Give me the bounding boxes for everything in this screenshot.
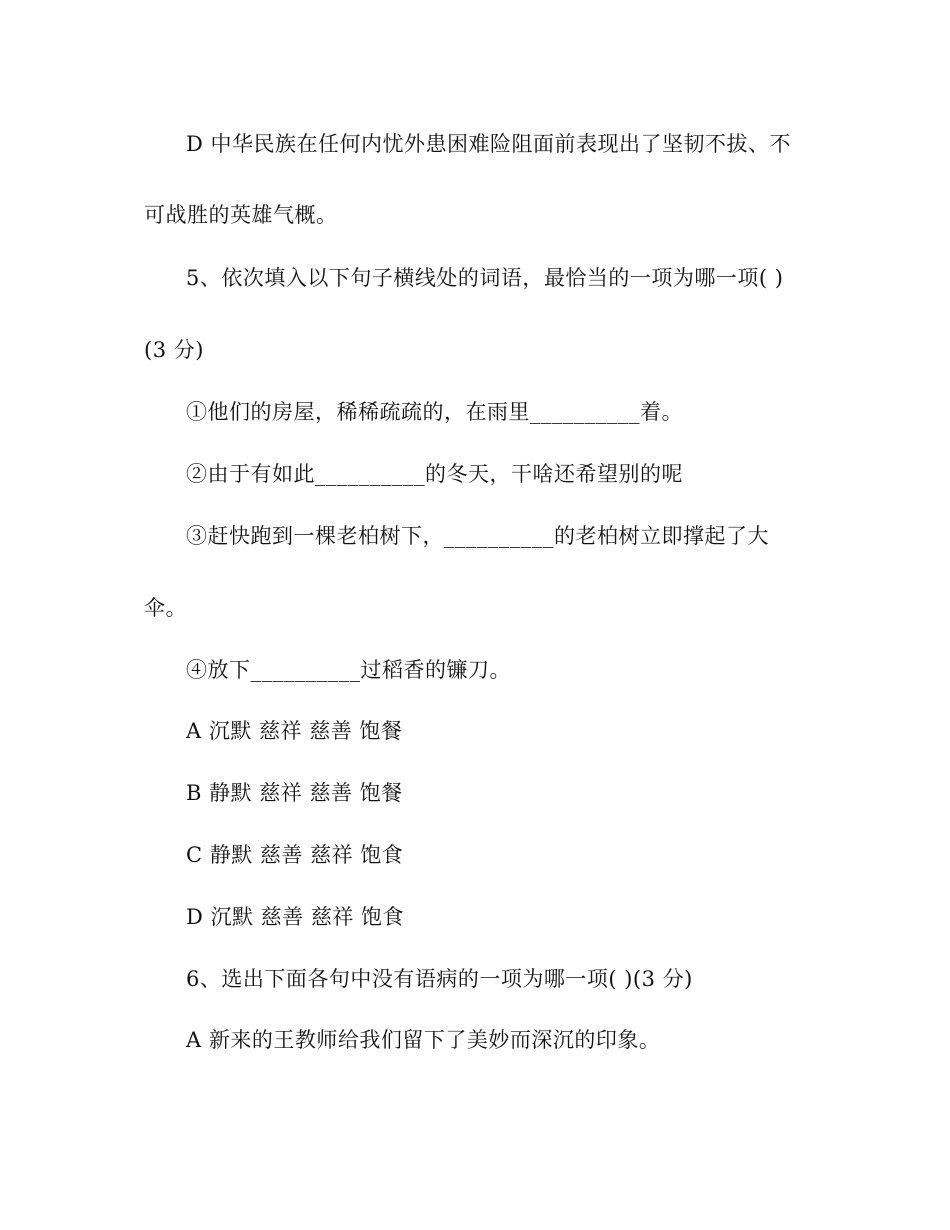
sentence-3-line-1: ③赶快跑到一棵老柏树下，__________的老柏树立即撑起了大 <box>186 524 769 548</box>
option-d-line-1: D 中华民族在任何内忧外患困难险阻面前表现出了坚韧不拔、不 <box>186 132 792 156</box>
sentence-4: ④放下__________过稻香的镰刀。 <box>186 658 511 682</box>
question-5-line-2: (3 分) <box>144 338 204 362</box>
question-6-option-a: A 新来的王教师给我们留下了美妙而深沉的印象。 <box>186 1028 661 1052</box>
sentence-1: ①他们的房屋，稀稀疏疏的，在雨里__________着。 <box>186 400 683 424</box>
choice-c: C 静默 慈善 慈祥 饱食 <box>186 843 404 867</box>
question-6: 6、选出下面各句中没有语病的一项为哪一项( )(3 分) <box>186 967 693 991</box>
choice-b: B 静默 慈祥 慈善 饱餐 <box>186 781 403 805</box>
sentence-3-line-2: 伞。 <box>144 596 187 620</box>
option-d-line-2: 可战胜的英雄气概。 <box>144 203 338 227</box>
choice-a: A 沉默 慈祥 慈善 饱餐 <box>186 719 403 743</box>
choice-d: D 沉默 慈善 慈祥 饱食 <box>186 905 405 929</box>
sentence-2: ②由于有如此__________的冬天，干啥还希望别的呢 <box>186 462 683 486</box>
question-5-line-1: 5、依次填入以下句子横线处的词语，最恰当的一项为哪一项( ) <box>186 266 784 290</box>
